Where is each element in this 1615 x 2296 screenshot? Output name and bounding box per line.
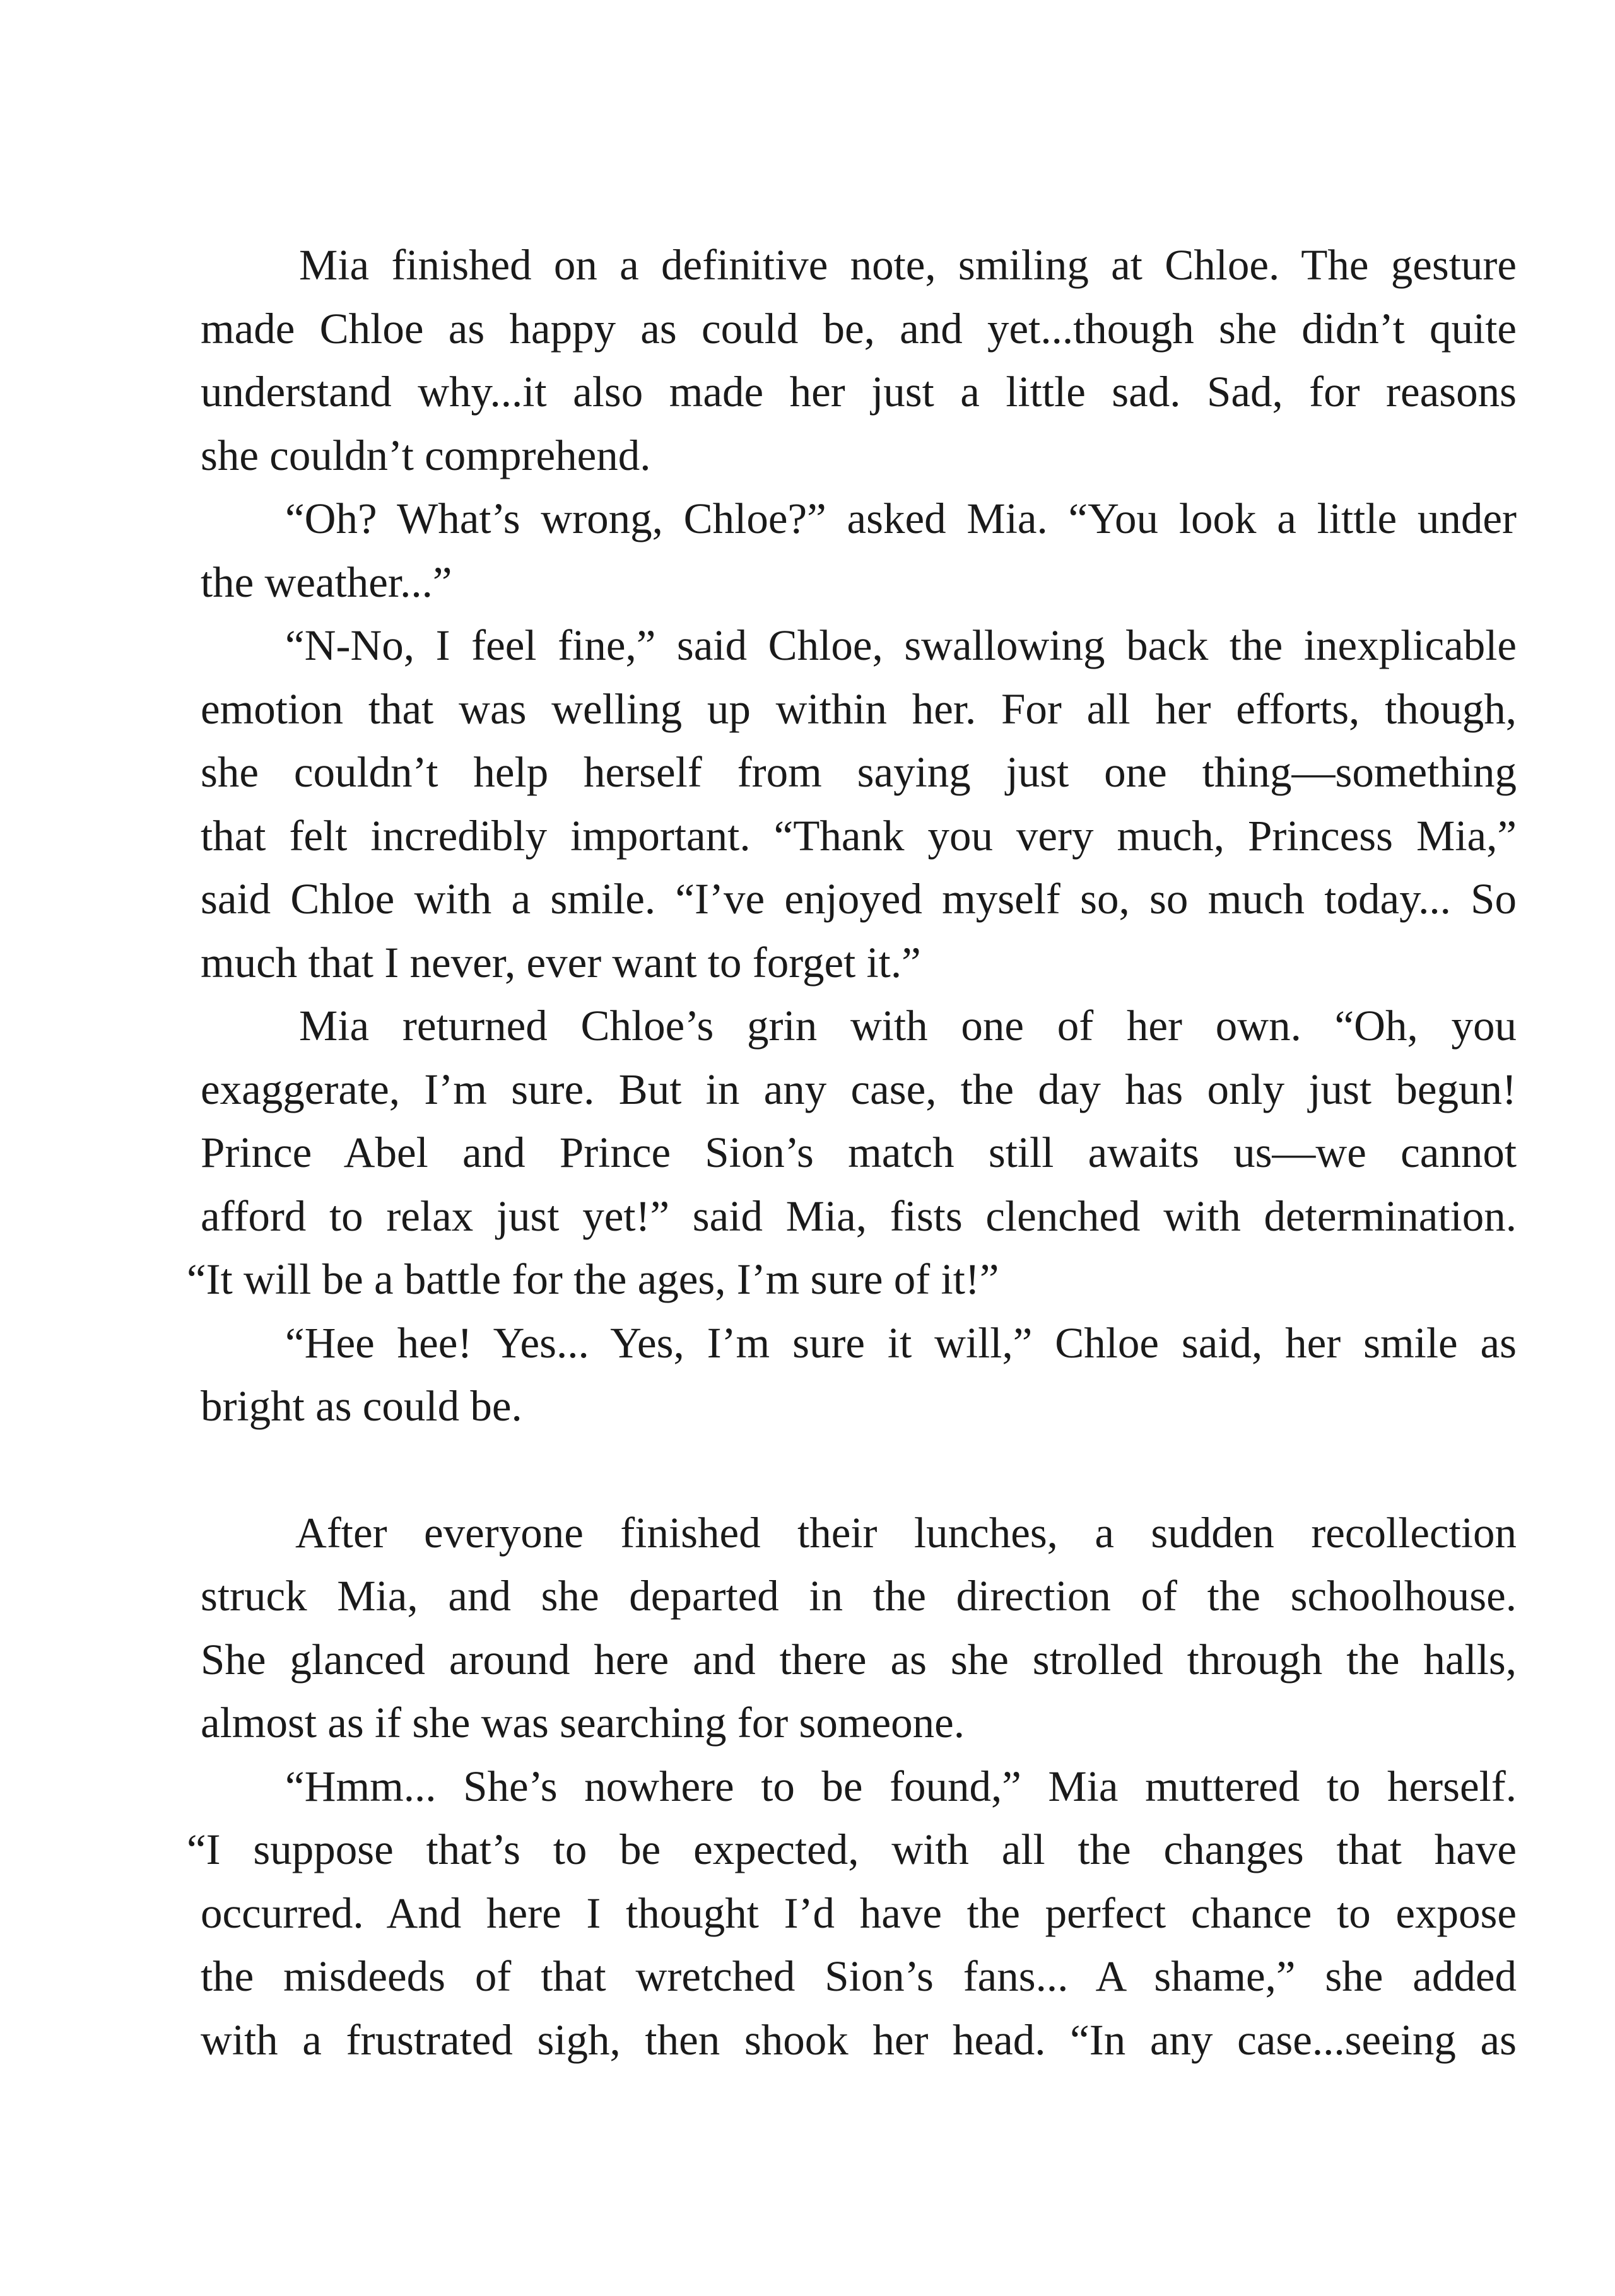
- paragraph: [187, 994, 1517, 1311]
- text-line: “N-No, I feel fine,” said Chloe, swallowing back the inexplicable: [285, 621, 1517, 669]
- text-line: the weather...”: [201, 558, 452, 606]
- text-line: she couldn’t help herself from saying just one thing—something: [201, 748, 1517, 796]
- paragraph: [187, 1755, 1517, 2072]
- text-line: Mia returned Chloe’s grin with one of her own. “Oh, you: [299, 1002, 1517, 1050]
- text-line: almost as if she was searching for someone.: [201, 1699, 965, 1747]
- text-line: bright as could be.: [201, 1382, 522, 1430]
- text-line: that felt incredibly important. “Thank you very much, Princess Mia,”: [201, 811, 1517, 860]
- text-line: Mia finished on a definitive note, smiling at Chloe. The gesture: [299, 241, 1517, 289]
- text-line: understand why...it also made her just a little sad. Sad, for reasons: [201, 368, 1517, 416]
- text-line: “It will be a battle for the ages, I’m sure of it!”: [187, 1255, 999, 1303]
- text-line: she couldn’t comprehend.: [201, 431, 651, 479]
- text-line: much that I never, ever want to forget it.”: [201, 938, 921, 987]
- text-line: Prince Abel and Prince Sion’s match still awaits us—we cannot: [201, 1128, 1517, 1176]
- text-line: She glanced around here and there as she strolled through the halls,: [201, 1635, 1517, 1684]
- paragraph: [201, 487, 1517, 614]
- text-line: said Chloe with a smile. “I’ve enjoyed myself so, so much today... So: [201, 875, 1517, 923]
- text-line: the misdeeds of that wretched Sion’s fans... A shame,” she added: [201, 1952, 1517, 2000]
- text-line: After everyone finished their lunches, a sudden recollection: [295, 1508, 1517, 1557]
- text-line: made Chloe as happy as could be, and yet...though she didn’t quite: [201, 304, 1517, 353]
- text-line: struck Mia, and she departed in the direction of the schoolhouse.: [201, 1572, 1517, 1620]
- paragraph: [201, 1311, 1517, 1438]
- paragraph: [201, 1501, 1517, 1755]
- text-line: “Oh? What’s wrong, Chloe?” asked Mia. “You look a little under: [285, 495, 1517, 542]
- paragraph: [201, 614, 1517, 994]
- text-line: emotion that was welling up within her. For all her efforts, though,: [201, 684, 1517, 733]
- text-line: occurred. And here I thought I’d have the perfect chance to expose: [201, 1889, 1517, 1937]
- text-line: with a frustrated sigh, then shook her head. “In any case...seeing as: [201, 2015, 1517, 2064]
- section-break: [201, 1438, 1517, 1501]
- text-line: “Hee hee! Yes... Yes, I’m sure it will,” Chloe said, her smile as: [285, 1318, 1517, 1367]
- text-line: “I suppose that’s to be expected, with all the changes that have: [187, 1825, 1517, 1873]
- paragraph: [201, 233, 1517, 487]
- text-line: “Hmm... She’s nowhere to be found,” Mia muttered to herself.: [285, 1762, 1517, 1810]
- text-line: afford to relax just yet!” said Mia, fists clenched with determination.: [201, 1192, 1517, 1240]
- text-line: exaggerate, I’m sure. But in any case, the day has only just begun!: [201, 1065, 1517, 1113]
- body-text: [187, 233, 1517, 2071]
